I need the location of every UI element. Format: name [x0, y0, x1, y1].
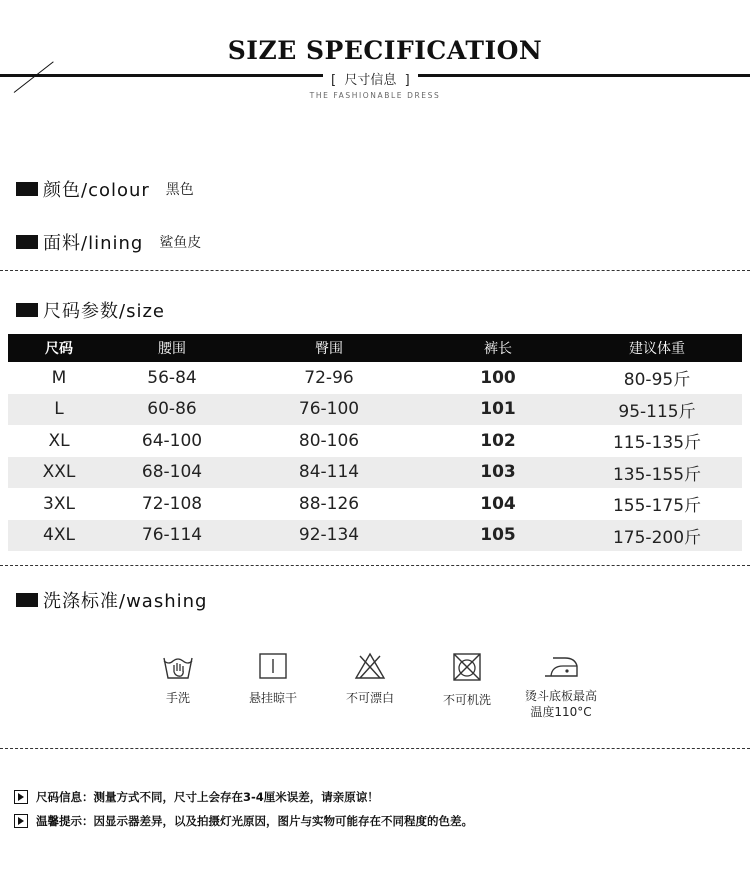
- wash-item-line-dry: [236, 652, 310, 706]
- table-cell: 105: [424, 520, 572, 552]
- line-dry-icon: [258, 652, 288, 680]
- no-machine-wash-icon: [452, 652, 482, 682]
- table-cell: 76-114: [110, 520, 234, 552]
- wash-label: 烫斗底板最高 温度110°C: [524, 689, 597, 719]
- size-section-heading: [16, 297, 165, 323]
- table-row: [8, 425, 742, 457]
- table-row: [8, 457, 742, 489]
- table-cell: 100: [480, 367, 516, 388]
- table-cell: 88-126: [298, 493, 360, 514]
- section-label: 尺码参数/size: [43, 301, 165, 322]
- table-cell: 84-114: [234, 457, 424, 489]
- table-cell: 64-100: [141, 430, 203, 451]
- table-header-row: [8, 334, 742, 362]
- note-reminder: [14, 813, 473, 829]
- table-cell: 3XL: [43, 493, 75, 514]
- wash-item-hand-wash: [147, 652, 209, 706]
- table-row: [8, 394, 742, 426]
- note-text: 尺码信息：测量方式不同，尺寸上会存在3-4厘米误差，请亲原谅！: [36, 790, 379, 804]
- table-cell: 80-106: [298, 430, 360, 451]
- attribute-label: 面料/lining: [43, 233, 144, 254]
- attribute-value: 黑色: [165, 182, 194, 198]
- decorative-slash: [14, 61, 54, 93]
- divider: [0, 565, 750, 566]
- note-size-info: [14, 789, 379, 805]
- tagline: THE FASHIONABLE DRESS: [309, 91, 441, 100]
- table-cell: 104: [480, 493, 516, 514]
- column-header: 建议体重: [572, 334, 742, 362]
- iron-icon: [543, 652, 579, 678]
- square-bullet-icon: [16, 182, 38, 196]
- table-cell: 103: [424, 457, 572, 489]
- table-cell: M: [51, 367, 67, 388]
- no-bleach-icon: [354, 652, 386, 680]
- table-cell: 68-104: [110, 457, 234, 489]
- table-cell: 72-96: [304, 367, 354, 388]
- wash-label: 不可机洗: [442, 693, 491, 707]
- wash-label: 不可漂白: [345, 691, 394, 705]
- attribute-value: 鲨鱼皮: [159, 235, 202, 251]
- table-cell: 102: [480, 430, 516, 451]
- column-header: 臀围: [234, 334, 424, 362]
- note-text: 温馨提示：因显示器差异，以及拍摄灯光原因，图片与实物可能存在不同程度的色差。: [36, 814, 473, 828]
- table-cell: 56-84: [147, 367, 197, 388]
- table-cell: XL: [48, 430, 70, 451]
- hand-wash-icon: [161, 652, 195, 680]
- table-cell: 92-134: [234, 520, 424, 552]
- table-cell: 95-115斤: [572, 394, 742, 426]
- wash-label: 手洗: [165, 691, 190, 705]
- washing-section-heading: [16, 587, 207, 613]
- table-cell: 80-95斤: [623, 370, 691, 391]
- wash-item-no-bleach: [333, 652, 407, 706]
- table-row: [8, 520, 742, 552]
- table-cell: 175-200斤: [572, 520, 742, 552]
- divider: [0, 270, 750, 271]
- table-row: [8, 488, 742, 520]
- divider: [0, 748, 750, 749]
- square-bullet-icon: [16, 303, 38, 317]
- table-cell: 60-86: [110, 394, 234, 426]
- play-icon: [14, 790, 28, 804]
- wash-item-no-machine-wash: [430, 652, 504, 708]
- table-cell: 4XL: [8, 520, 110, 552]
- column-header: 尺码: [8, 334, 110, 362]
- table-cell: 72-108: [141, 493, 203, 514]
- table-row: [8, 362, 742, 394]
- wash-item-iron: [515, 652, 607, 720]
- square-bullet-icon: [16, 593, 38, 607]
- section-label: 洗涤标准/washing: [43, 591, 208, 612]
- square-bullet-icon: [16, 235, 38, 249]
- table-cell: XXL: [8, 457, 110, 489]
- table-cell: 101: [424, 394, 572, 426]
- table-cell: 76-100: [234, 394, 424, 426]
- table-cell: 135-155斤: [572, 457, 742, 489]
- column-header: 裤长: [424, 334, 572, 362]
- wash-label: 悬挂晾干: [248, 691, 297, 705]
- table-cell: 155-175斤: [612, 496, 702, 517]
- column-header: 腰围: [110, 334, 234, 362]
- play-icon: [14, 814, 28, 828]
- page-title: SIZE SPECIFICATION: [227, 36, 543, 65]
- table-cell: L: [8, 394, 110, 426]
- attribute-lining: [16, 229, 201, 255]
- size-table: [8, 334, 742, 551]
- attribute-colour: [16, 176, 194, 202]
- attribute-label: 颜色/colour: [43, 180, 150, 201]
- table-cell: 115-135斤: [612, 433, 702, 454]
- page-subtitle: [ 尺寸信息 ]: [323, 69, 418, 88]
